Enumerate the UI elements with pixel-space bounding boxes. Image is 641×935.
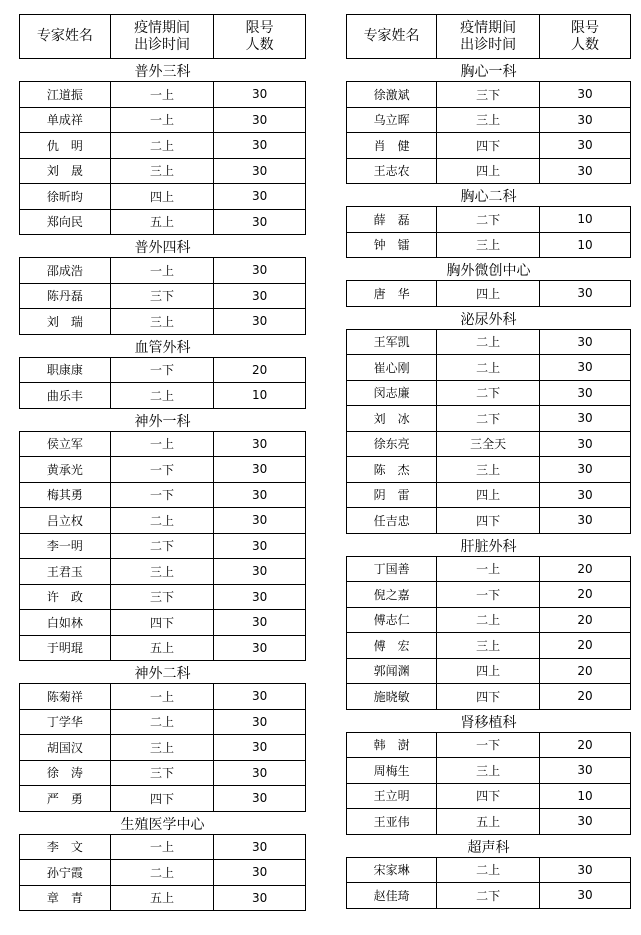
department-title: 肝脏外科 — [460, 538, 517, 555]
clinic-time-cell: 四下 — [110, 786, 214, 811]
quota-cell: 20 — [213, 358, 305, 383]
expert-name-cell: 任吉忠 — [373, 513, 410, 528]
clinic-time-cell: 四下 — [110, 610, 214, 635]
department-title: 肾移植科 — [460, 714, 517, 731]
expert-name-cell: 肖 健 — [373, 138, 410, 153]
quota-cell: 30 — [539, 883, 630, 908]
header-clinic-time: 疫情期间 出诊时间 — [436, 15, 539, 58]
quota-cell: 30 — [213, 835, 305, 860]
quota-cell: 30 — [213, 82, 305, 107]
expert-name-cell: 韩 澍 — [373, 738, 410, 753]
clinic-time-cell: 二下 — [436, 207, 539, 232]
department-title: 普外三科 — [134, 64, 191, 80]
table-row — [346, 381, 631, 407]
clinic-time-cell: 二上 — [110, 508, 214, 533]
quota-cell: 30 — [213, 860, 305, 885]
table-row — [346, 857, 631, 884]
quota-cell: 10 — [213, 383, 305, 408]
expert-name-cell: 闵志廉 — [373, 386, 410, 401]
table-row — [346, 108, 631, 134]
quota-cell: 20 — [539, 633, 630, 658]
quota-cell: 30 — [213, 886, 305, 911]
table-header — [346, 14, 631, 59]
clinic-time-cell: 四上 — [436, 659, 539, 684]
clinic-time-cell: 一下 — [110, 483, 214, 508]
clinic-time-cell: 四下 — [436, 684, 539, 709]
clinic-time-cell: 五上 — [110, 636, 214, 661]
table-row — [19, 636, 306, 662]
clinic-time-cell: 三上 — [436, 233, 539, 258]
department-title: 普外四科 — [134, 240, 191, 256]
quota-cell: 30 — [213, 585, 305, 610]
clinic-time-cell: 三上 — [436, 633, 539, 658]
expert-name-cell: 刘 冰 — [373, 411, 410, 426]
clinic-time-cell: 一上 — [436, 557, 539, 582]
expert-name-cell: 侯立军 — [46, 437, 83, 452]
quota-cell: 30 — [213, 559, 305, 584]
quota-cell: 30 — [539, 483, 630, 508]
clinic-time-cell: 一下 — [110, 457, 214, 482]
department-title: 胸心一科 — [460, 64, 517, 80]
table-row — [346, 457, 631, 483]
expert-name-cell: 乌立晖 — [373, 113, 410, 128]
expert-name-cell: 唐 华 — [373, 286, 410, 301]
clinic-time-cell: 二上 — [436, 355, 539, 380]
quota-cell: 20 — [539, 733, 630, 758]
table-row — [19, 585, 306, 611]
schedule-table-left — [19, 14, 306, 911]
quota-cell: 30 — [213, 508, 305, 533]
clinic-time-cell: 三上 — [436, 457, 539, 482]
clinic-time-cell: 一上 — [110, 684, 214, 709]
quota-cell: 20 — [539, 608, 630, 633]
clinic-time-cell: 一上 — [110, 432, 214, 457]
department-title: 生殖医学中心 — [120, 816, 205, 833]
quota-cell: 30 — [213, 483, 305, 508]
table-row — [346, 582, 631, 608]
clinic-time-cell: 三下 — [110, 284, 214, 309]
clinic-time-cell: 一下 — [436, 582, 539, 607]
quota-cell: 30 — [539, 355, 630, 380]
clinic-time-cell: 四上 — [110, 184, 214, 209]
quota-cell: 30 — [539, 159, 630, 184]
quota-cell: 30 — [539, 809, 630, 834]
table-row — [19, 210, 306, 236]
expert-name-cell: 赵佳琦 — [373, 888, 410, 903]
clinic-time-cell: 三上 — [110, 309, 214, 334]
expert-name-cell: 丁学华 — [46, 715, 83, 730]
table-row — [346, 159, 631, 185]
expert-name-cell: 王亚伟 — [373, 814, 410, 829]
clinic-time-cell: 四上 — [436, 281, 539, 306]
table-row — [19, 610, 306, 636]
quota-cell: 30 — [213, 457, 305, 482]
department-title: 血管外科 — [134, 339, 191, 356]
clinic-time-cell: 二上 — [110, 133, 214, 158]
expert-name-cell: 丁国善 — [373, 562, 410, 577]
expert-name-cell: 王君玉 — [46, 564, 83, 579]
clinic-time-cell: 一上 — [110, 258, 214, 283]
expert-name-cell: 崔心刚 — [373, 360, 410, 375]
clinic-time-cell: 二下 — [436, 883, 539, 908]
table-row — [19, 383, 306, 409]
table-row — [346, 608, 631, 634]
clinic-time-cell: 五上 — [110, 886, 214, 911]
quota-cell: 30 — [213, 159, 305, 184]
expert-name-cell: 曲乐丰 — [46, 388, 83, 403]
quota-cell: 20 — [539, 684, 630, 709]
clinic-time-cell: 二下 — [436, 406, 539, 431]
table-row — [346, 329, 631, 356]
quota-cell: 30 — [213, 684, 305, 709]
department-title: 超声科 — [467, 839, 510, 856]
quota-cell: 30 — [213, 133, 305, 158]
expert-name-cell: 施晓敏 — [373, 689, 410, 704]
header-quota: 限号 人数 — [539, 15, 630, 58]
expert-name-cell: 王志农 — [373, 164, 410, 179]
table-row — [19, 559, 306, 585]
clinic-time-cell: 五上 — [110, 210, 214, 235]
quota-cell: 30 — [539, 108, 630, 133]
department-title: 神外二科 — [134, 666, 191, 682]
clinic-time-cell: 四上 — [436, 159, 539, 184]
quota-cell: 30 — [213, 636, 305, 661]
quota-cell: 30 — [539, 508, 630, 533]
department-title: 胸心二科 — [460, 189, 517, 205]
quota-cell: 30 — [539, 133, 630, 158]
quota-cell: 30 — [213, 284, 305, 309]
expert-name-cell: 陈 杰 — [373, 462, 410, 477]
table-row — [346, 684, 631, 710]
table-row — [346, 280, 631, 307]
expert-name-cell: 刘 晟 — [46, 164, 83, 179]
quota-cell: 30 — [213, 309, 305, 334]
expert-name-cell: 薛 磊 — [373, 212, 410, 227]
clinic-time-cell: 一下 — [436, 733, 539, 758]
quota-cell: 30 — [213, 710, 305, 735]
table-row — [346, 659, 631, 685]
clinic-time-cell: 三下 — [436, 82, 539, 107]
quota-cell: 20 — [539, 582, 630, 607]
table-row — [346, 355, 631, 381]
expert-name-cell: 于明琨 — [46, 641, 83, 656]
quota-cell: 30 — [539, 281, 630, 306]
table-row — [19, 133, 306, 159]
table-row — [19, 357, 306, 384]
expert-name-cell: 周梅生 — [373, 763, 410, 778]
expert-name-cell: 阴 雷 — [373, 488, 410, 503]
quota-cell: 10 — [539, 784, 630, 809]
expert-name-cell: 胡国汉 — [46, 740, 83, 755]
clinic-time-cell: 三上 — [110, 559, 214, 584]
clinic-time-cell: 二上 — [436, 330, 539, 355]
table-row — [19, 860, 306, 886]
table-row — [19, 81, 306, 108]
table-row — [19, 710, 306, 736]
department-title: 神外一科 — [134, 413, 191, 430]
table-row — [346, 206, 631, 233]
table-row — [19, 683, 306, 710]
table-row — [19, 431, 306, 458]
table-row — [346, 81, 631, 108]
table-row — [346, 406, 631, 432]
clinic-time-cell: 三上 — [110, 159, 214, 184]
clinic-time-cell: 一下 — [110, 358, 214, 383]
expert-name-cell: 梅其勇 — [46, 488, 83, 503]
table-row — [19, 257, 306, 284]
expert-name-cell: 刘 瑞 — [46, 314, 83, 329]
header-expert-name: 专家姓名 — [363, 28, 420, 44]
clinic-time-cell: 二上 — [436, 858, 539, 883]
expert-name-cell: 吕立权 — [46, 513, 83, 528]
expert-name-cell: 郭闻渊 — [373, 664, 410, 679]
expert-name-cell: 江道振 — [46, 87, 83, 102]
quota-cell: 30 — [539, 457, 630, 482]
clinic-time-cell: 三全天 — [436, 432, 539, 457]
expert-name-cell: 王军凯 — [373, 335, 410, 350]
table-row — [346, 633, 631, 659]
expert-name-cell: 徐昕昀 — [46, 189, 83, 204]
table-row — [346, 432, 631, 458]
expert-name-cell: 宋家琳 — [373, 863, 410, 878]
header-clinic-time: 疫情期间 出诊时间 — [110, 15, 214, 58]
quota-cell: 30 — [539, 758, 630, 783]
quota-cell: 30 — [539, 432, 630, 457]
quota-cell: 30 — [213, 534, 305, 559]
table-row — [346, 556, 631, 583]
expert-name-cell: 傅志仁 — [373, 613, 410, 628]
expert-name-cell: 章 青 — [46, 891, 83, 906]
expert-name-cell: 孙宁霞 — [46, 865, 83, 880]
quota-cell: 30 — [213, 184, 305, 209]
header-quota: 限号 人数 — [213, 15, 305, 58]
clinic-time-cell: 三上 — [110, 735, 214, 760]
table-row — [19, 483, 306, 509]
table-header — [19, 14, 306, 59]
expert-name-cell: 李 文 — [46, 840, 83, 855]
quota-cell: 30 — [213, 735, 305, 760]
quota-cell: 30 — [213, 761, 305, 786]
expert-name-cell: 许 政 — [46, 590, 83, 605]
table-row — [19, 735, 306, 761]
expert-name-cell: 钟 镭 — [373, 238, 410, 253]
clinic-time-cell: 二上 — [110, 710, 214, 735]
quota-cell: 30 — [539, 330, 630, 355]
table-row — [19, 457, 306, 483]
expert-name-cell: 黄承光 — [46, 462, 83, 477]
table-row — [346, 483, 631, 509]
table-row — [19, 508, 306, 534]
quota-cell: 30 — [213, 258, 305, 283]
clinic-time-cell: 一上 — [110, 835, 214, 860]
clinic-time-cell: 二上 — [110, 383, 214, 408]
expert-name-cell: 单成祥 — [46, 113, 83, 128]
quota-cell: 30 — [213, 108, 305, 133]
clinic-time-cell: 二下 — [110, 534, 214, 559]
expert-name-cell: 徐东亮 — [373, 437, 410, 452]
table-row — [19, 886, 306, 912]
table-row — [19, 284, 306, 310]
expert-name-cell: 陈菊祥 — [46, 689, 83, 704]
clinic-time-cell: 三下 — [110, 585, 214, 610]
quota-cell: 30 — [539, 858, 630, 883]
clinic-time-cell: 三下 — [110, 761, 214, 786]
table-row — [19, 534, 306, 560]
expert-name-cell: 仇 明 — [46, 138, 83, 153]
expert-name-cell: 王立明 — [373, 789, 410, 804]
clinic-time-cell: 三上 — [436, 758, 539, 783]
expert-name-cell: 邵成浩 — [46, 263, 83, 278]
expert-name-cell: 陈丹磊 — [46, 289, 83, 304]
clinic-time-cell: 四下 — [436, 784, 539, 809]
table-row — [19, 108, 306, 134]
clinic-time-cell: 二上 — [436, 608, 539, 633]
table-row — [346, 809, 631, 835]
table-row — [19, 184, 306, 210]
table-row — [19, 786, 306, 812]
quota-cell: 10 — [539, 207, 630, 232]
table-row — [19, 761, 306, 787]
clinic-time-cell: 二下 — [436, 381, 539, 406]
quota-cell: 30 — [539, 381, 630, 406]
table-row — [19, 309, 306, 335]
expert-name-cell: 严 勇 — [46, 791, 83, 806]
table-row — [346, 784, 631, 810]
quota-cell: 30 — [213, 610, 305, 635]
table-row — [19, 834, 306, 861]
clinic-time-cell: 一上 — [110, 108, 214, 133]
expert-name-cell: 李一明 — [46, 539, 83, 554]
quota-cell: 30 — [539, 82, 630, 107]
table-row — [346, 758, 631, 784]
table-row — [346, 732, 631, 759]
expert-name-cell: 职康康 — [46, 363, 83, 378]
clinic-time-cell: 四上 — [436, 483, 539, 508]
quota-cell: 20 — [539, 659, 630, 684]
clinic-time-cell: 一上 — [110, 82, 214, 107]
table-row — [346, 508, 631, 534]
department-title: 泌尿外科 — [460, 311, 517, 328]
quota-cell: 30 — [213, 432, 305, 457]
clinic-time-cell: 二上 — [110, 860, 214, 885]
table-row — [346, 883, 631, 909]
quota-cell: 30 — [213, 786, 305, 811]
expert-name-cell: 郑向民 — [46, 215, 83, 230]
quota-cell: 10 — [539, 233, 630, 258]
expert-name-cell: 傅 宏 — [373, 638, 410, 653]
table-row — [346, 133, 631, 159]
schedule-table-right — [346, 14, 631, 909]
clinic-time-cell: 四下 — [436, 133, 539, 158]
expert-name-cell: 徐 涛 — [46, 766, 83, 781]
quota-cell: 30 — [539, 406, 630, 431]
table-row — [346, 233, 631, 259]
expert-name-cell: 倪之嘉 — [373, 587, 410, 602]
quota-cell: 20 — [539, 557, 630, 582]
header-expert-name: 专家姓名 — [36, 28, 93, 44]
expert-name-cell: 白如林 — [46, 615, 83, 630]
department-title: 胸外微创中心 — [446, 263, 531, 279]
clinic-time-cell: 四下 — [436, 508, 539, 533]
clinic-time-cell: 五上 — [436, 809, 539, 834]
clinic-time-cell: 三上 — [436, 108, 539, 133]
expert-name-cell: 徐激斌 — [373, 87, 410, 102]
quota-cell: 30 — [213, 210, 305, 235]
table-row — [19, 159, 306, 185]
